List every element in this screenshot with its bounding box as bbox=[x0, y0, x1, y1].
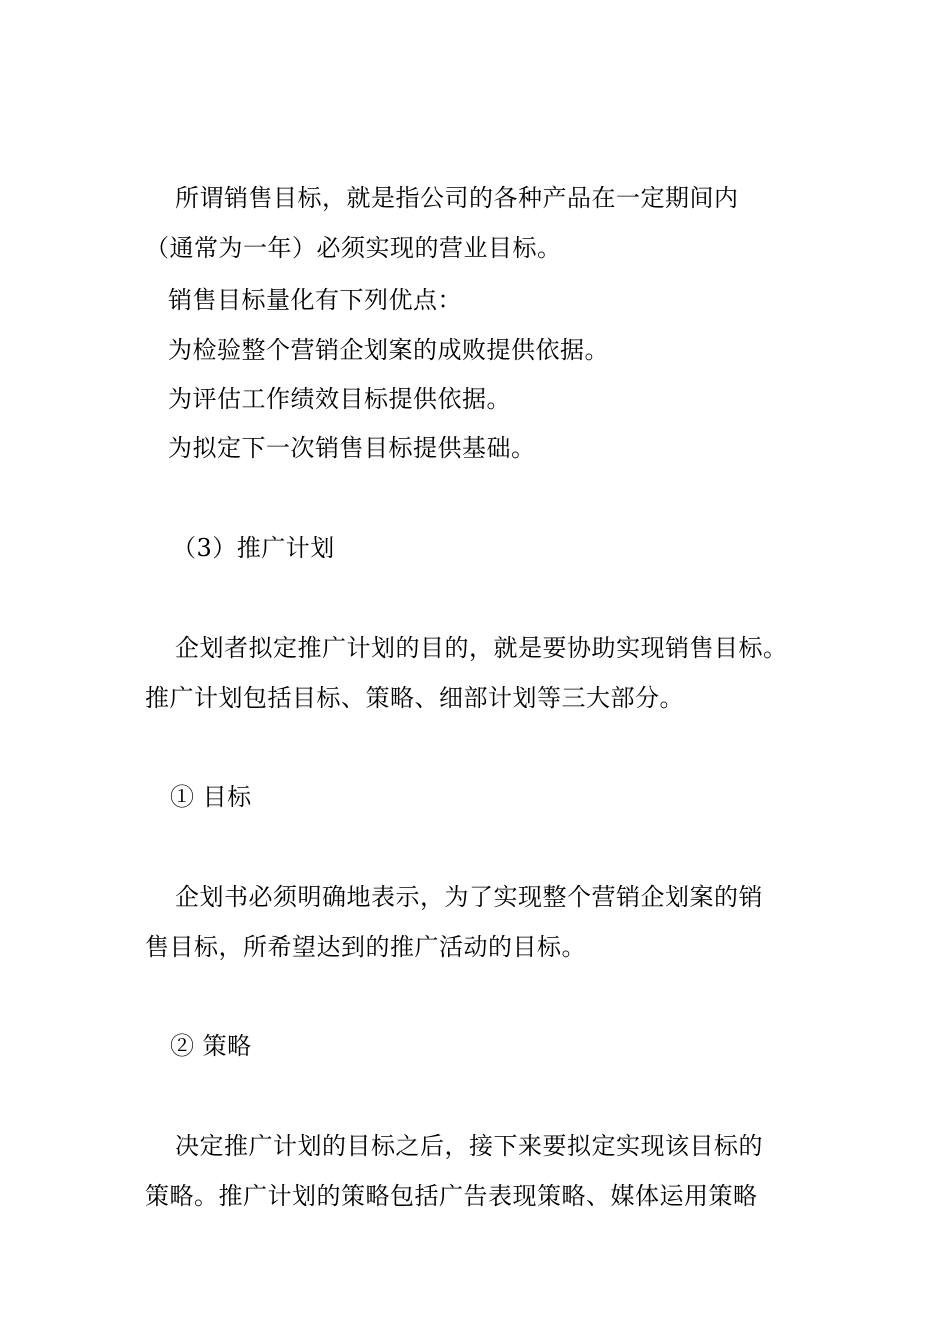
paragraph-sales-target-line-2: （通常为一年）必须实现的营业目标。 bbox=[145, 234, 562, 262]
paragraph-strategy-line-1: 决定推广计划的目标之后，接下来要拟定实现该目标的 bbox=[175, 1132, 763, 1160]
paragraph-advantage-3: 为拟定下一次销售目标提供基础。 bbox=[168, 434, 536, 462]
paragraph-advantage-1: 为检验整个营销企划案的成败提供依据。 bbox=[168, 336, 609, 364]
paragraph-promotion-plan-line-1: 企划者拟定推广计划的目的，就是要协助实现销售目标。 bbox=[175, 634, 788, 662]
paragraph-advantages-intro: 销售目标量化有下列优点： bbox=[168, 286, 462, 314]
paragraph-objective-line-2: 售目标，所希望达到的推广活动的目标。 bbox=[145, 933, 586, 961]
subheading-strategy: ② 策略 bbox=[170, 1032, 252, 1060]
subheading-objective: ① 目标 bbox=[170, 783, 252, 811]
paragraph-promotion-plan-line-2: 推广计划包括目标、策略、细部计划等三大部分。 bbox=[145, 684, 684, 712]
paragraph-strategy-line-2: 策略。推广计划的策略包括广告表现策略、媒体运用策略 bbox=[145, 1182, 758, 1210]
section-heading-promotion-plan: （3）推广计划 bbox=[172, 534, 335, 562]
paragraph-objective-line-1: 企划书必须明确地表示，为了实现整个营销企划案的销 bbox=[175, 883, 763, 911]
paragraph-advantage-2: 为评估工作绩效目标提供依据。 bbox=[168, 385, 511, 413]
paragraph-sales-target-line-1: 所谓销售目标，就是指公司的各种产品在一定期间内 bbox=[175, 184, 739, 212]
